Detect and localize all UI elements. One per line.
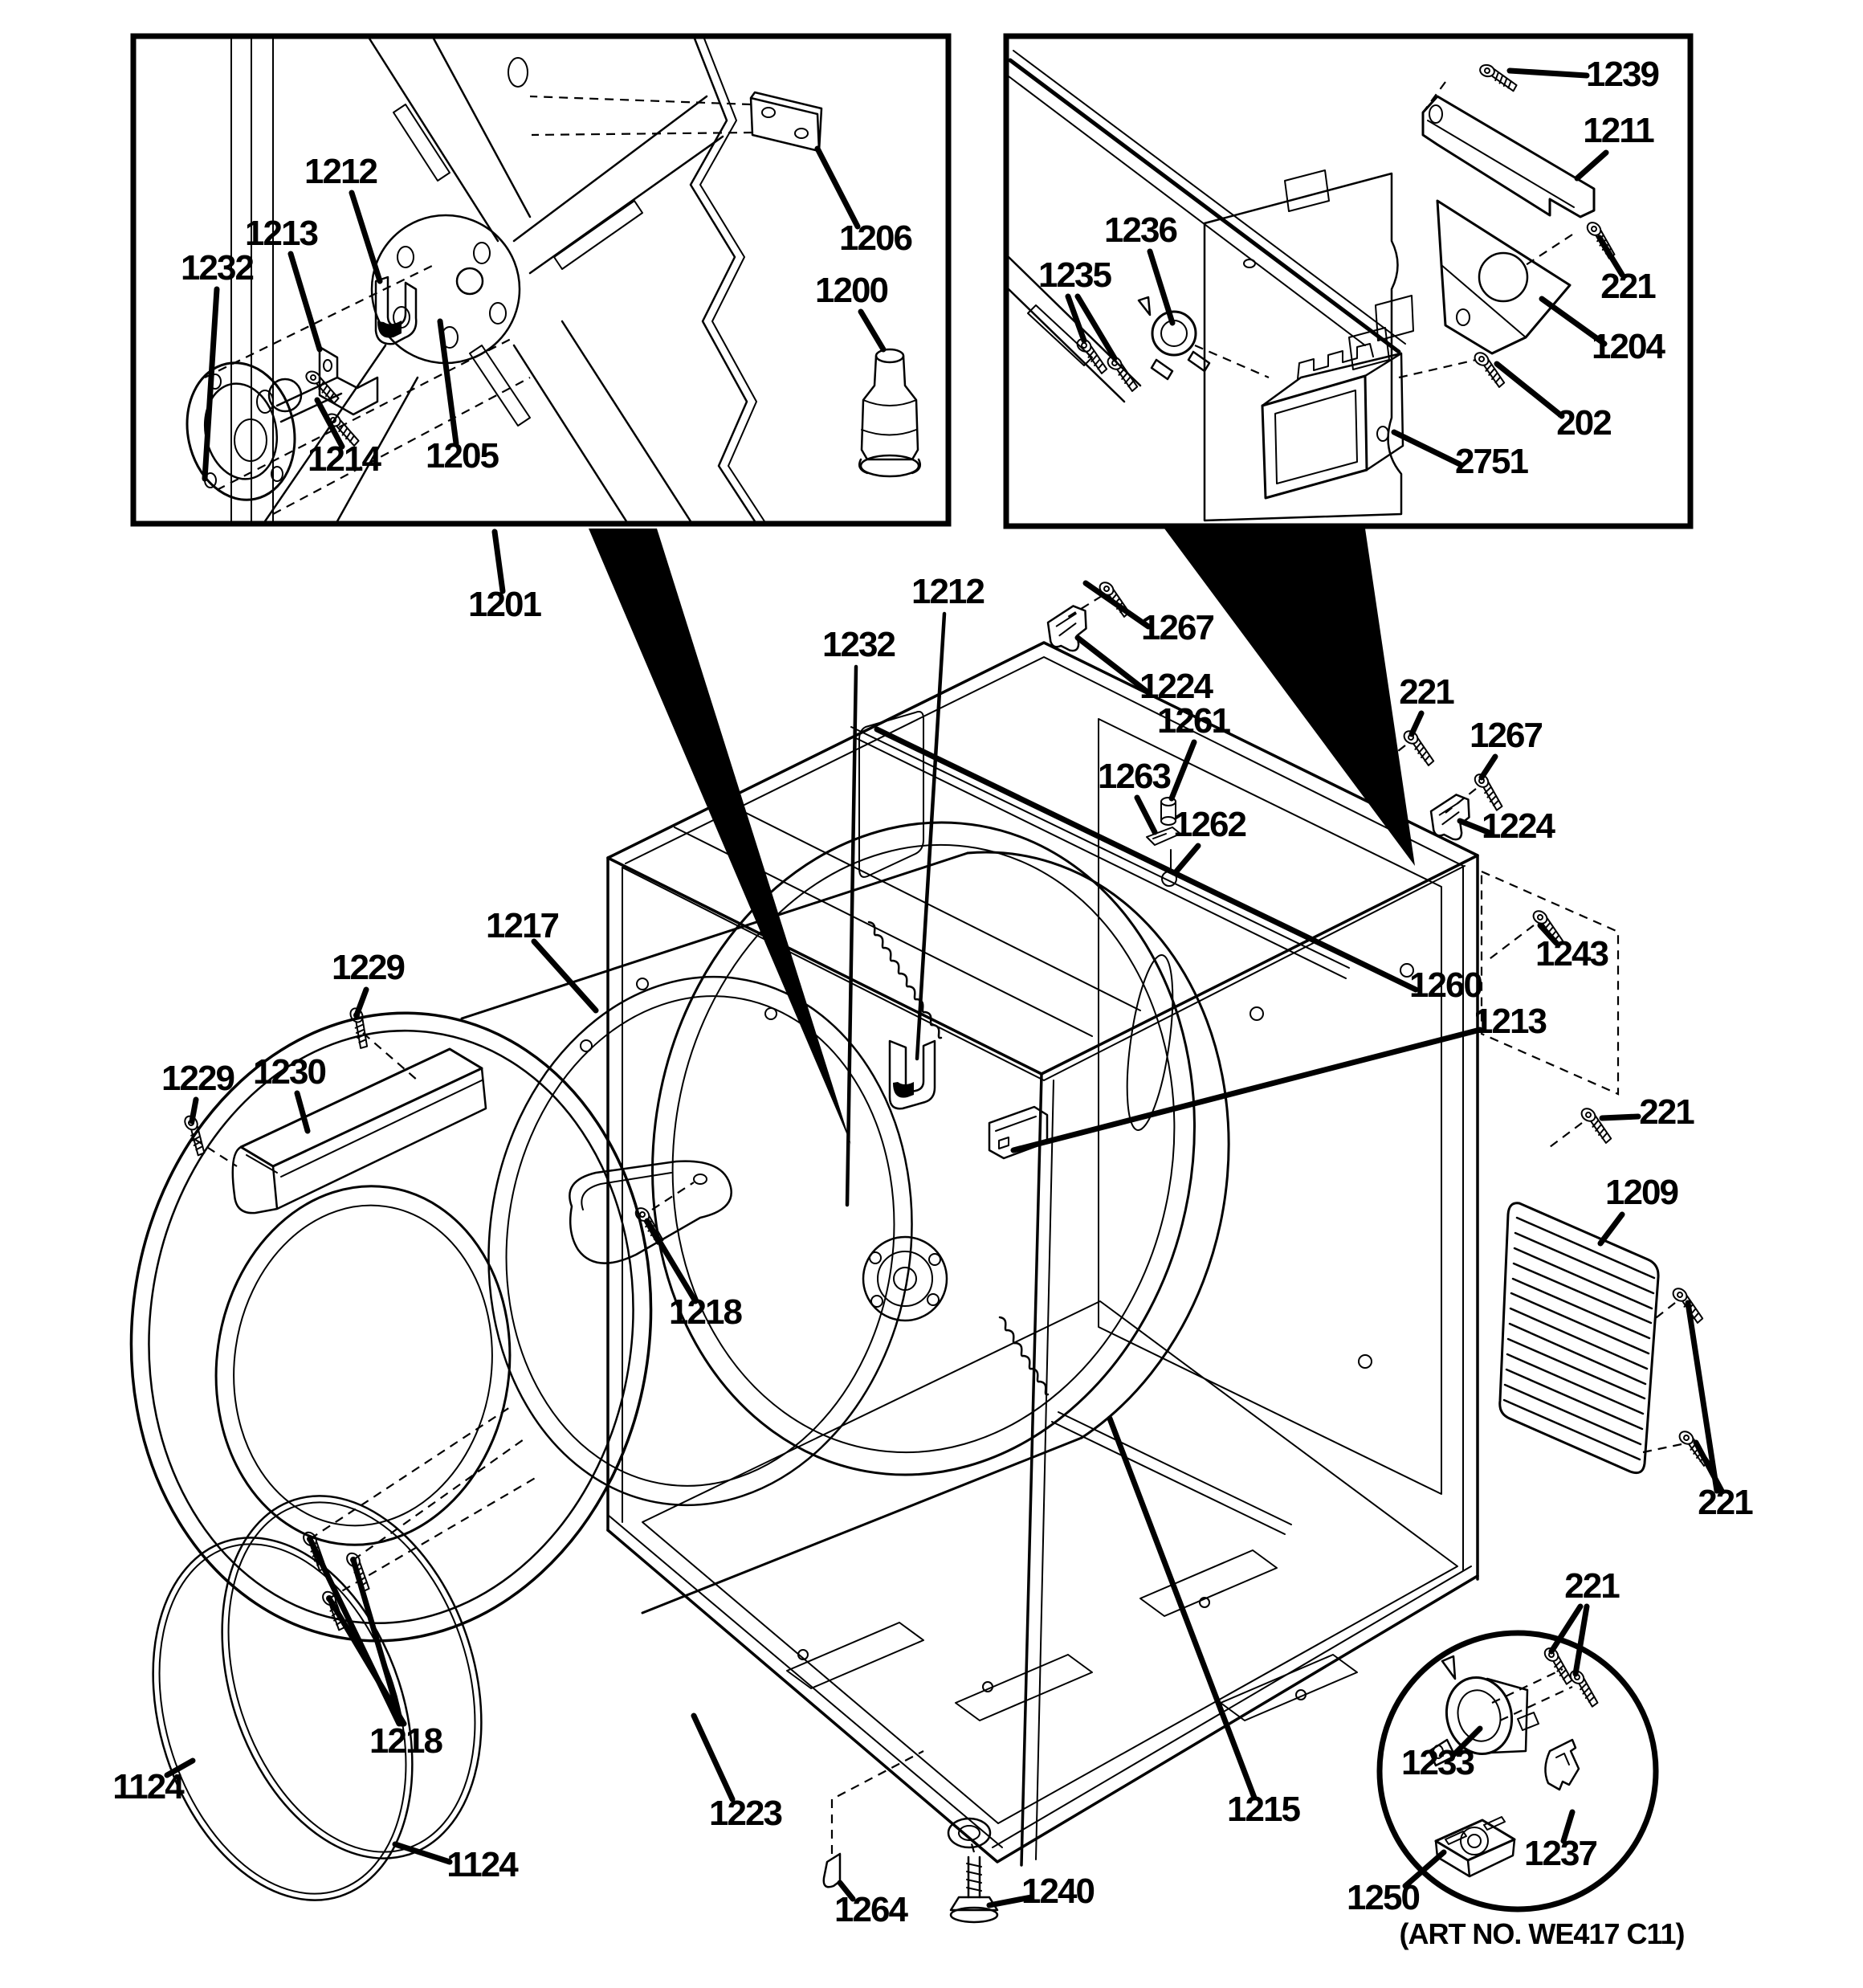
leader-line xyxy=(192,1100,196,1121)
part-number-label: 1213 xyxy=(245,214,317,253)
leader-line xyxy=(1110,1419,1254,1798)
leader-line xyxy=(440,321,456,443)
part-number-label: 1267 xyxy=(1470,716,1542,755)
callout-1229 xyxy=(161,1059,234,1121)
art-number: (ART NO. WE417 C11) xyxy=(1399,1917,1685,1950)
leader-line xyxy=(817,149,858,227)
callout-221 xyxy=(1399,672,1454,734)
part-number-label: 221 xyxy=(1600,267,1655,306)
leader-line xyxy=(495,532,503,591)
leader-line xyxy=(917,614,944,1059)
leader-line xyxy=(1137,798,1155,832)
part-number-label: 1224 xyxy=(1482,806,1554,846)
bulkhead-ring-drawing xyxy=(601,727,1349,1518)
callout-1264 xyxy=(834,1883,908,1929)
callout-1224 xyxy=(1078,638,1213,706)
part-number-label: 1205 xyxy=(426,436,498,476)
callout-1204 xyxy=(1542,299,1665,366)
callout-1250 xyxy=(1347,1852,1444,1917)
part-number-label: 1215 xyxy=(1227,1790,1299,1829)
funnel-bracket-drawing xyxy=(1437,201,1570,353)
callout-1232 xyxy=(822,625,895,1205)
callout-1124 xyxy=(112,1761,193,1806)
part-number-label: 1218 xyxy=(669,1292,741,1332)
callout-2751 xyxy=(1394,432,1528,481)
callout-1211 xyxy=(1577,111,1654,178)
callout-1206 xyxy=(817,149,911,258)
part-number-label: 1264 xyxy=(834,1890,907,1929)
leader-line xyxy=(534,941,596,1010)
leader-line xyxy=(1497,364,1562,416)
leader-line xyxy=(1013,1030,1480,1150)
leader-line xyxy=(1482,757,1495,778)
callout-1213 xyxy=(245,214,320,349)
callout-1236 xyxy=(1104,210,1176,323)
callout-1205 xyxy=(426,321,499,476)
cord-block-drawing xyxy=(1436,1817,1514,1876)
callout-1263 xyxy=(1098,757,1170,832)
part-number-label: 1233 xyxy=(1401,1743,1474,1782)
part-number-label: 1214 xyxy=(308,439,380,479)
part-number-label: 1211 xyxy=(1583,111,1653,150)
part-number-label: 1262 xyxy=(1173,805,1245,844)
part-number-label: 1213 xyxy=(1474,1002,1546,1041)
base-clip-drawing xyxy=(824,1751,923,1887)
callout-1200 xyxy=(815,271,887,349)
callout-1267 xyxy=(1470,716,1542,778)
callout-221 xyxy=(1688,1303,1753,1522)
thermostat-drawing xyxy=(1139,297,1209,379)
mounting-plate-drawing xyxy=(530,92,821,151)
callout-221 xyxy=(1602,1092,1694,1132)
part-number-label: 1212 xyxy=(304,152,377,191)
callout-1240 xyxy=(989,1872,1094,1911)
part-number-label: 1223 xyxy=(709,1794,781,1833)
part-number-label: 1200 xyxy=(815,271,887,310)
part-number-label: 1209 xyxy=(1605,1173,1678,1212)
part-number-label: 1232 xyxy=(181,248,253,288)
part-number-label: 1201 xyxy=(468,585,540,624)
drum-drawing xyxy=(92,852,1229,1675)
part-number-label: 1263 xyxy=(1098,757,1170,796)
leader-line xyxy=(329,1598,404,1724)
leader-line xyxy=(297,1093,308,1131)
part-number-label: 1230 xyxy=(253,1052,325,1092)
callout-1233 xyxy=(1401,1729,1480,1782)
leader-line xyxy=(694,1716,732,1799)
part-number-label: 1124 xyxy=(112,1767,183,1806)
callout-1213 xyxy=(1013,1002,1546,1150)
callout-1243 xyxy=(1535,925,1608,974)
part-number-label: 1217 xyxy=(486,906,558,945)
callout-1223 xyxy=(694,1716,781,1833)
leader-line xyxy=(1600,1214,1622,1243)
drum-glide-housing-drawing xyxy=(890,1041,935,1108)
leader-line xyxy=(1412,713,1421,734)
callout-202 xyxy=(1497,364,1611,443)
leader-line xyxy=(861,312,883,349)
part-number-label: 1212 xyxy=(911,572,984,611)
drum-baffle-drawing xyxy=(569,1161,731,1263)
callout-1201 xyxy=(468,532,541,624)
callout-1267 xyxy=(1086,583,1213,647)
part-number-label: 1204 xyxy=(1592,327,1664,366)
leg-bolt-drawing xyxy=(951,1841,997,1922)
callout-1229 xyxy=(332,948,404,1015)
part-number-label: 1239 xyxy=(1586,55,1658,94)
callout-1212 xyxy=(911,572,984,1059)
part-number-label: 1260 xyxy=(1409,965,1482,1005)
part-number-label: 1224 xyxy=(1139,667,1212,706)
leader-line xyxy=(1172,742,1194,798)
part-number-label: 221 xyxy=(1564,1566,1619,1606)
callout-221 xyxy=(1551,1566,1620,1674)
leader-line xyxy=(847,667,856,1205)
part-number-label: 1235 xyxy=(1038,255,1111,295)
part-number-label: 202 xyxy=(1556,403,1611,443)
part-number-label: 221 xyxy=(1698,1483,1752,1522)
leader-line xyxy=(1602,1116,1638,1118)
callout-layer xyxy=(112,55,1753,1929)
callout-1209 xyxy=(1600,1173,1678,1243)
leveling-leg-drawing xyxy=(859,349,920,476)
callout-221 xyxy=(1600,238,1656,306)
leader-line xyxy=(291,254,320,349)
part-number-label: 1206 xyxy=(839,218,911,258)
leader-line xyxy=(395,1844,450,1862)
part-number-label: 221 xyxy=(1639,1092,1694,1132)
part-number-label: 1243 xyxy=(1535,934,1608,974)
part-number-label: 1250 xyxy=(1347,1878,1419,1917)
part-number-label: 1232 xyxy=(822,625,895,664)
callout-1237 xyxy=(1524,1812,1596,1873)
part-number-label: 1229 xyxy=(161,1059,234,1098)
part-number-label: 1237 xyxy=(1524,1834,1596,1873)
leader-line xyxy=(1086,583,1148,627)
callout-1224 xyxy=(1460,806,1555,846)
callout-1124 xyxy=(395,1844,519,1884)
leader-line xyxy=(1176,846,1198,872)
callout-1217 xyxy=(486,906,596,1010)
callout-1262 xyxy=(1173,805,1245,872)
part-number-label: 1240 xyxy=(1021,1872,1094,1911)
leader-line xyxy=(1150,251,1172,323)
vent-grille-drawing xyxy=(1500,1203,1658,1473)
part-number-label: 1218 xyxy=(369,1721,442,1761)
bearing-flange-drawing xyxy=(175,353,341,510)
thermostat-clip-drawing xyxy=(1545,1740,1579,1790)
part-number-label: 1236 xyxy=(1104,210,1176,250)
part-number-label: 2751 xyxy=(1455,442,1527,481)
leader-line xyxy=(352,193,380,281)
front-panel-ring-drawing xyxy=(455,949,946,1533)
leader-line xyxy=(1577,153,1606,178)
leader-line xyxy=(1576,1606,1587,1674)
leader-line xyxy=(1510,71,1587,76)
part-number-label: 1229 xyxy=(332,948,404,987)
callout-1215 xyxy=(1110,1419,1300,1829)
left-detail-pointer-wedge xyxy=(589,529,851,1145)
part-number-label: 1124 xyxy=(446,1845,517,1884)
part-number-label: 221 xyxy=(1399,672,1453,712)
cover-bracket-drawing xyxy=(1423,96,1594,217)
part-number-label: 1261 xyxy=(1157,701,1229,741)
part-number-label: 1267 xyxy=(1141,608,1213,647)
callout-1239 xyxy=(1510,55,1658,94)
leader-line xyxy=(1394,432,1460,464)
callout-1230 xyxy=(253,1052,325,1131)
